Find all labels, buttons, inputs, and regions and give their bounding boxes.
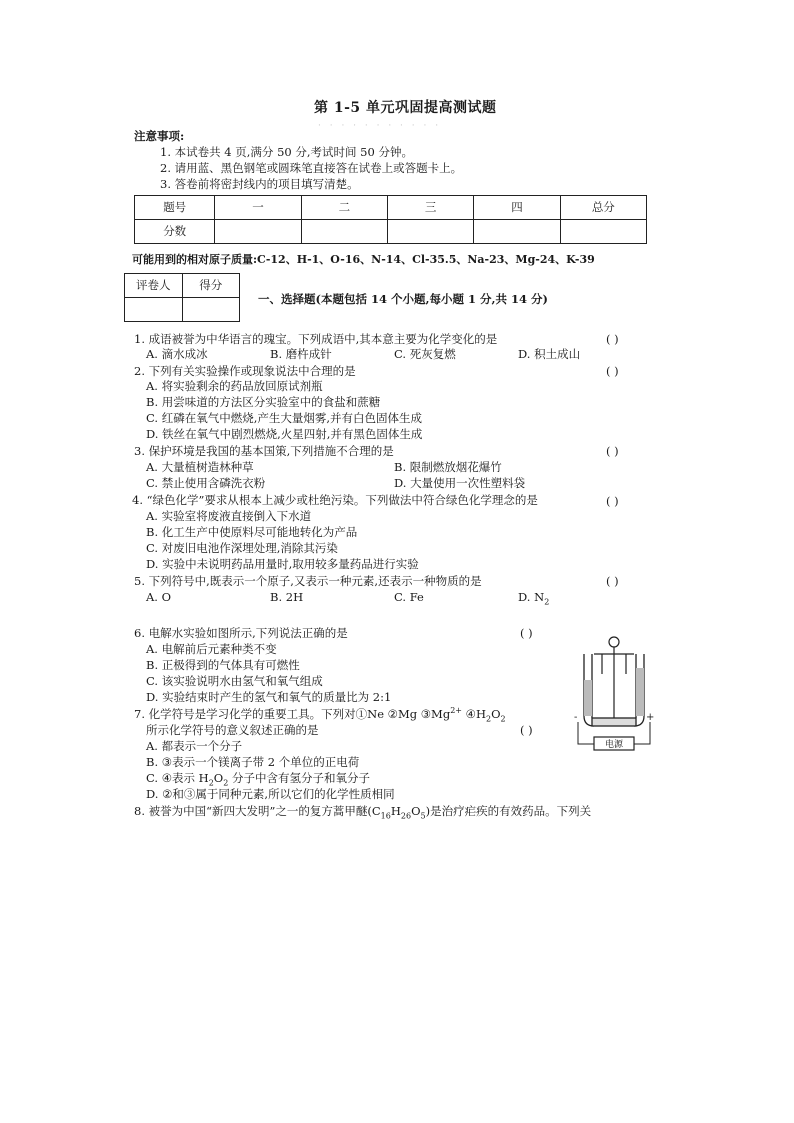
superscript: 2+	[450, 706, 462, 716]
option: C. 禁止使用含磷洗衣粉	[146, 476, 266, 490]
answer-blank[interactable]: ( )	[606, 364, 619, 378]
option	[518, 590, 550, 607]
question-stem	[134, 804, 592, 821]
score-label: 得分	[182, 274, 240, 298]
option: D. ②和③属于同种元素,所以它们的化学性质相同	[146, 787, 395, 801]
score-blank-cell[interactable]	[215, 220, 301, 244]
question-stem: 6. 电解水实验如图所示,下列说法正确的是	[134, 626, 348, 640]
option: A. 实验室将废液直接倒入下水道	[146, 509, 312, 523]
question-stem: 2. 下列有关实验操作或现象说法中合理的是	[134, 364, 356, 378]
notice-item: 2. 请用蓝、黑色钢笔或圆珠笔直接答在试卷上或答题卡上。	[160, 161, 463, 175]
option: B. 限制燃放烟花爆竹	[394, 460, 502, 474]
subscript: 2	[223, 778, 229, 788]
left-tube	[584, 654, 594, 726]
option: B. 化工生产中使原料尽可能地转化为产品	[146, 525, 358, 539]
option: B. 用尝味道的方法区分实验室中的食盐和蔗糖	[146, 395, 381, 409]
answer-blank[interactable]: ( )	[520, 723, 533, 737]
score-header-cell: 题号	[135, 196, 215, 220]
atomic-masses: 可能用到的相对原子质量:C-12、H-1、O-16、N-14、Cl-35.5、Na-23、Mg-24、K-39	[132, 253, 595, 266]
subscript: 26	[400, 811, 412, 821]
option-text: 分子中含有氢分子和氧分子	[228, 771, 370, 785]
grader-box	[124, 273, 240, 322]
svg-text:-: -	[574, 712, 578, 723]
subscript: 5	[420, 811, 426, 821]
answer-blank[interactable]: ( )	[606, 574, 619, 588]
option: B. 磨杵成针	[270, 347, 332, 361]
option: B. 正极得到的气体具有可燃性	[146, 658, 300, 672]
option: D. 积土成山	[518, 347, 581, 361]
stem-text: )是治疗疟疾的有效药品。下列关	[425, 804, 592, 818]
notice-item: 1. 本试卷共 4 页,满分 50 分,考试时间 50 分钟。	[160, 145, 413, 159]
stem-text: H	[390, 804, 401, 818]
stem-text: 7. 化学符号是学习化学的重要工具。下列对①Ne ②Mg ③Mg	[134, 707, 451, 721]
question-stem	[134, 706, 506, 724]
funnel	[594, 637, 634, 722]
right-tube	[634, 654, 644, 726]
question-stem: 3. 保护环境是我国的基本国策,下列措施不合理的是	[134, 444, 394, 458]
notice-item: 3. 答卷前将密封线内的项目填写清楚。	[160, 177, 359, 191]
question-stem: 1. 成语被誉为中华语言的瑰宝。下列成语中,其本意主要为化学变化的是	[134, 332, 498, 346]
score-header-cell: 四	[474, 196, 560, 220]
score-blank-cell[interactable]	[474, 220, 560, 244]
option: D. 铁丝在氧气中剧烈燃烧,火星四射,并有黑色固体生成	[146, 427, 423, 441]
grader-blank[interactable]	[125, 298, 183, 322]
option: A. 大量植树造林种草	[146, 460, 254, 474]
score-blank-cell[interactable]	[388, 220, 474, 244]
subscript: 2	[500, 714, 506, 724]
svg-text:+: +	[646, 712, 654, 723]
option: A. 都表示一个分子	[146, 739, 243, 753]
option: A. 滴水成冰	[146, 347, 208, 361]
stem-text: O	[411, 804, 421, 818]
option-text: C. ④表示 H	[146, 771, 209, 785]
option: A. O	[146, 590, 172, 604]
option: B. ③表示一个镁离子带 2 个单位的正电荷	[146, 755, 360, 769]
option: D. 实验中未说明药品用量时,取用较多量药品进行实验	[146, 557, 419, 571]
question-stem: 4. “绿色化学”要求从根本上减少或杜绝污染。下列做法中符合绿色化学理念的是	[132, 493, 538, 507]
subscript: 2	[208, 778, 214, 788]
question-stem: 5. 下列符号中,既表示一个原子,又表示一种元素,还表示一种物质的是	[134, 574, 482, 588]
page-title: 第 1-5 单元巩固提高测试题	[314, 100, 497, 116]
subscript: 2	[486, 714, 492, 724]
electrolysis-figure	[574, 634, 654, 752]
score-table	[134, 195, 647, 244]
option: D. 实验结束时产生的氢气和氧气的质量比为 2:1	[146, 690, 392, 704]
option: C. Fe	[394, 590, 424, 604]
score-blank-cell[interactable]	[560, 220, 646, 244]
score-row-label: 分数	[135, 220, 215, 244]
score-header-cell: 三	[388, 196, 474, 220]
power-label: 电源	[604, 740, 624, 750]
stem-text: O	[491, 707, 501, 721]
subscript: 2	[544, 597, 550, 607]
score-header-cell: 二	[301, 196, 387, 220]
subscript: 16	[380, 811, 391, 821]
grader-label: 评卷人	[125, 274, 183, 298]
option: C. 该实验说明水由氢气和氧气组成	[146, 674, 323, 688]
score-blank-cell[interactable]	[301, 220, 387, 244]
option: C. 死灰复燃	[394, 347, 456, 361]
answer-blank[interactable]: ( )	[520, 626, 533, 640]
answer-blank[interactable]: ( )	[606, 332, 619, 346]
answer-blank[interactable]: ( )	[606, 444, 619, 458]
option: A. 将实验剩余的药品放回原试剂瓶	[146, 379, 323, 393]
option-text: O	[213, 771, 224, 785]
score-blank[interactable]	[182, 298, 240, 322]
option: A. 电解前后元素种类不变	[146, 642, 277, 656]
option: C. 红磷在氧气中燃烧,产生大量烟雾,并有白色固体生成	[146, 411, 423, 425]
score-header-cell: 一	[215, 196, 301, 220]
question-stem: 所示化学符号的意义叙述正确的是	[146, 723, 319, 737]
section-heading: 一、选择题(本题包括 14 个小题,每小题 1 分,共 14 分)	[258, 292, 548, 306]
option: C. 对废旧电池作深埋处理,消除其污染	[146, 541, 338, 555]
option: B. 2H	[270, 590, 304, 604]
notice-heading: 注意事项:	[134, 129, 185, 143]
score-header-cell: 总分	[560, 196, 646, 220]
base-connector	[592, 718, 636, 726]
stem-text: ④H	[462, 707, 486, 721]
answer-blank[interactable]: ( )	[606, 494, 619, 508]
option: D. 大量使用一次性塑料袋	[394, 476, 526, 490]
option	[146, 771, 370, 788]
faint-subtitle: · · · · · · · · · · ·	[318, 121, 442, 131]
option-text: D. N	[518, 590, 545, 604]
stem-text: 8. 被誉为中国“新四大发明”之一的复方蒿甲醚(C	[134, 804, 381, 818]
